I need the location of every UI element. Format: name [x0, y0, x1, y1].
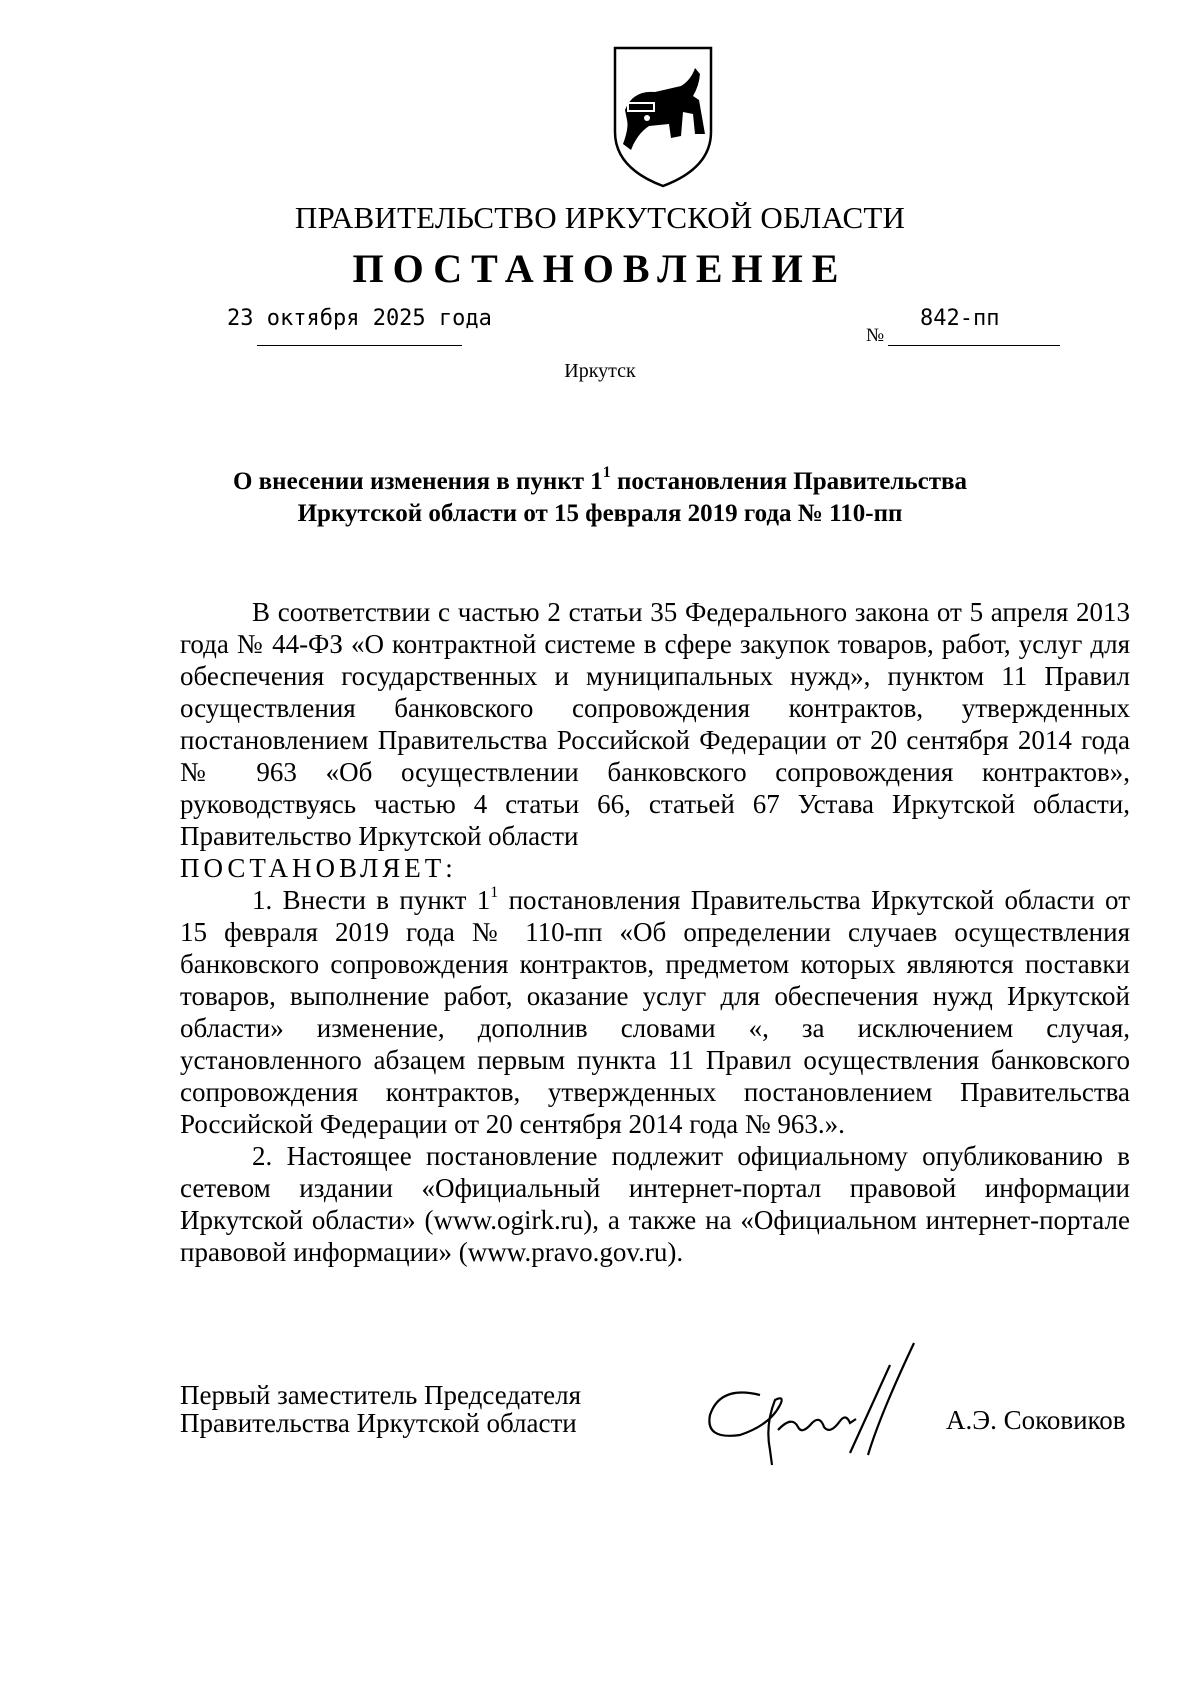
document-number: 842-пп [920, 306, 1000, 331]
item-2-paragraph: 2. Настоящее постановление подлежит официальному опубликованию в сетевом издании «Официальный интернет-портал правовой информации Иркутской области» (www.ogirk.ru), а также на «Официальном интернет-портале правовой информации» (www.pravo.gov.ru). [180, 1141, 1130, 1267]
number-underline [888, 345, 1060, 346]
coat-of-arms-icon [603, 40, 723, 190]
date-underline [257, 345, 462, 346]
document-date: 23 октября 2025 года [227, 306, 492, 331]
title-superscript: 1 [602, 464, 611, 481]
document-body [180, 596, 1130, 1268]
handwritten-signature [700, 1335, 935, 1475]
item-1-superscript: 1 [490, 884, 499, 901]
preamble-paragraph: В соответствии с частью 2 статьи 35 Федерального закона от 5 апреля 2013 года № 44-ФЗ «О контрактной системе в сфере закупок товаров, работ, услуг для обеспечения государственных и муниципальных нужд», пунктом 11 Правил осуществления банковского сопровождения контрактов, утвержденных постановлением Правительства Российской Федерации от 20 сентября 2014 года № 963 «Об осуществлении банковского сопровождения контрактов», руководствуясь частью 4 статьи 66, статьей 67 Устава Иркутской области, Правительство Иркутской области [180, 597, 1130, 851]
item-1-paragraph [180, 884, 1130, 1140]
title-part: О внесении изменения в пункт 1 [232, 468, 603, 495]
government-name: ПРАВИТЕЛЬСТВО ИРКУТСКОЙ ОБЛАСТИ [294, 200, 906, 235]
document-title [200, 466, 1000, 530]
signer-position-line: Первый заместитель Председателя [180, 1380, 582, 1410]
number-sign: № [866, 325, 885, 346]
signer-position [180, 1381, 581, 1437]
item-1-text: постановления Правительства Иркутской области от 15 февраля 2019 года № 110-пп «Об определении случаев осуществления банковского сопровождения контрактов, предметом которых являются поставки товаров, выполнение работ, оказание услуг для обеспечения нужд Иркутской области» изменение, дополнив словами «, за исключением случая, установленного абзацем первым пункта 11 Правил осуществления банковского сопровождения контрактов, утвержденных постановлением Правительства Российской Федерации от 20 сентября 2014 года № 963.». [180, 885, 1130, 1139]
item-1-lead: 1. Внести в пункт 1 [252, 885, 491, 915]
document-type: ПОСТАНОВЛЕНИЕ [352, 246, 848, 291]
title-part: постановления Правительства [610, 468, 967, 495]
signer-position-line: Правительства Иркутской области [180, 1408, 577, 1438]
resolves-heading: ПОСТАНОВЛЯЕТ: [180, 853, 457, 883]
city: Иркутск [564, 360, 636, 382]
title-line: Иркутской области от 15 февраля 2019 года № 110-пп [297, 500, 903, 527]
signer-name: А.Э. Соковиков [946, 1405, 1126, 1435]
